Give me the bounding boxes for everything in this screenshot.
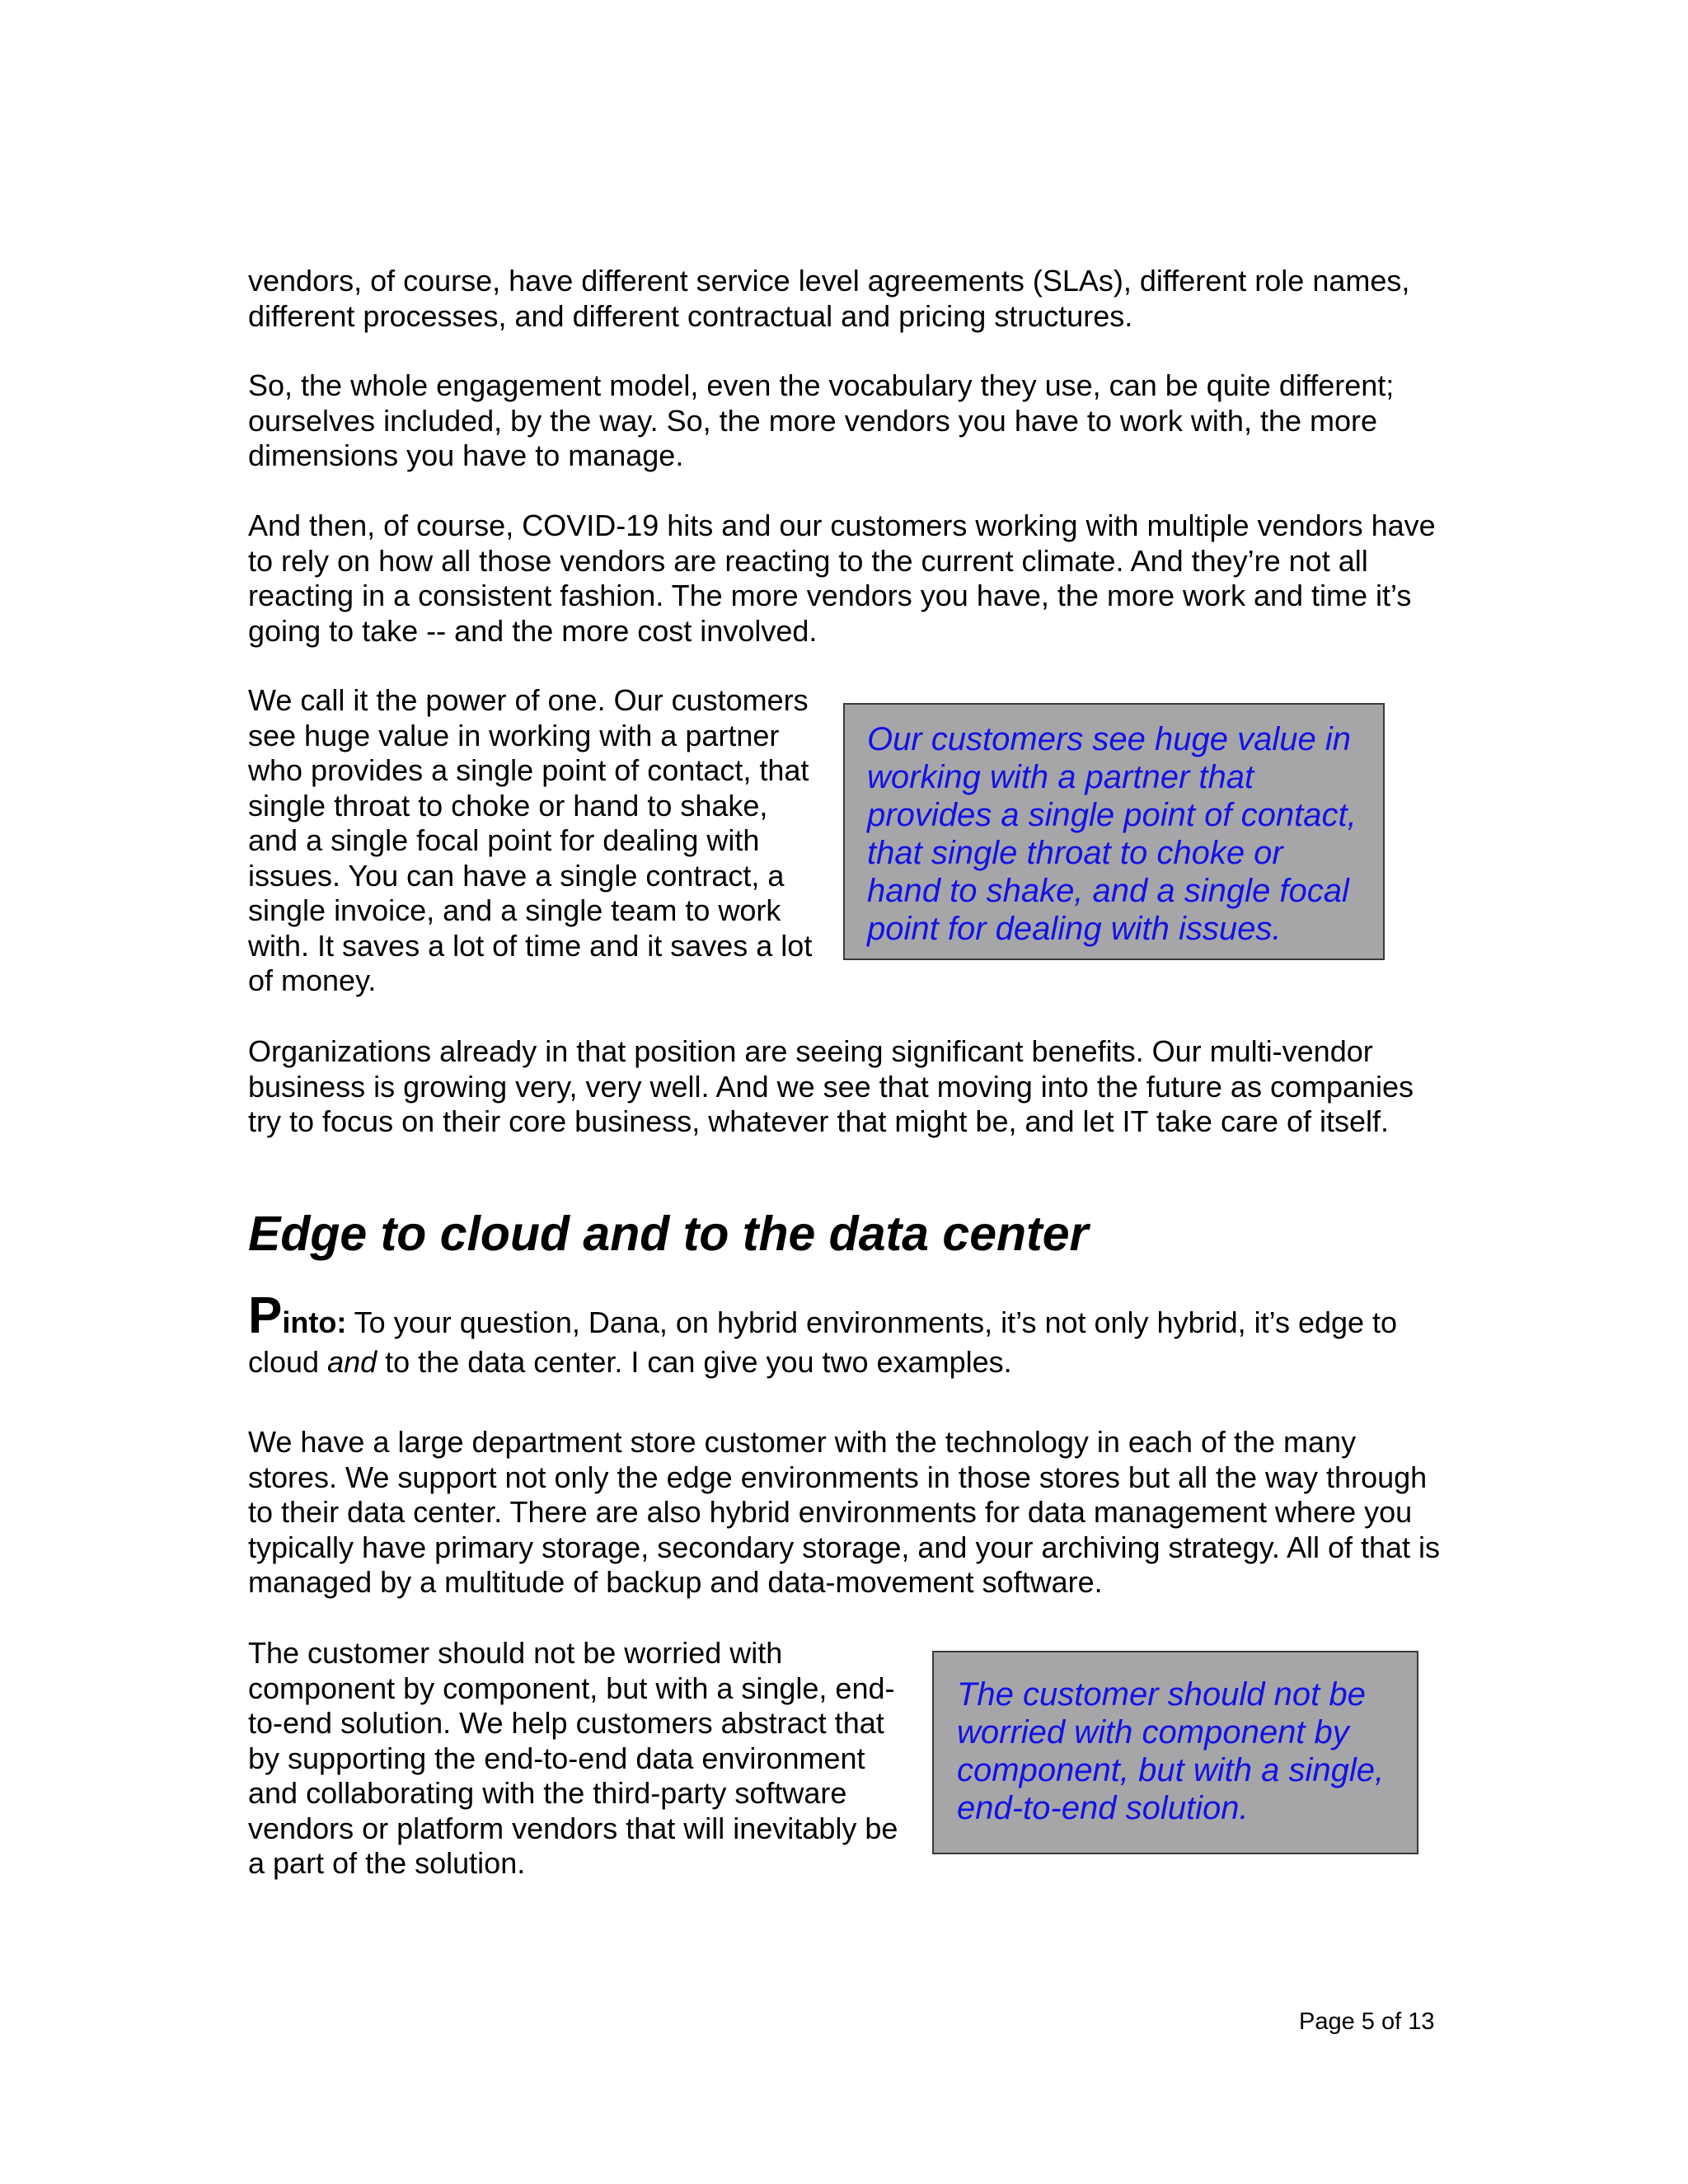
paragraph-covid: And then, of course, COVID-19 hits and our customers working with multiple vendors have to rely on how all those vendors are reacting to the current climate. And they’re not all reacting in a consistent fashion. The more vendors you have, the more work and time it’s going to take -- and the more cost involved.	[248, 509, 1436, 648]
speaker-text-1: To your question, Dana, on hybrid environments, it’s not only hybrid, it’s edge to cloud	[248, 1305, 1398, 1379]
section-heading: Edge to cloud and to the data center	[248, 1207, 1089, 1261]
pull-quote-end-to-end: The customer should not be worried with component by component, but with a single, end-to-end solution.	[932, 1651, 1418, 1854]
drop-cap: P	[248, 1287, 283, 1344]
paragraph-department-store: We have a large department store customer with the technology in each of the many stores. We support not only the edge environments in those stores but all the way through to their data center. There are also hybrid environments for data management where you typically have primary storage, secondary storage, and your archiving strategy. All of that is managed by a multitude of backup and data-movement software.	[248, 1425, 1441, 1599]
speaker-text-2: to the data center. I can give you two examples.	[377, 1345, 1012, 1379]
page-number: Page 5 of 13	[1299, 2008, 1435, 2035]
pull-quote-single-point: Our customers see huge value in working with a partner that provides a single point of contact, that single throat to choke or hand to shake, and a single focal point for dealing with issues.	[843, 703, 1385, 960]
paragraph-end-to-end: The customer should not be worried with component by component, but with a single, end-to-end solution. We help customers abstract that by supporting the end-to-end data environment and collaborating with the third-party software vendors or platform vendors that will inevitably be a part of the solution.	[248, 1636, 898, 1880]
speaker-emphasis: and	[327, 1345, 377, 1379]
paragraph-vendors: vendors, of course, have different service level agreements (SLAs), different role names, different processes, and different contractual and pricing structures.	[248, 264, 1410, 333]
speaker-name: into:	[282, 1305, 347, 1339]
paragraph-organizations: Organizations already in that position are seeing significant benefits. Our multi-vendor business is growing very, very well. And we see that moving into the future as companies try to focus on their core business, whatever that might be, and let IT take care of itself.	[248, 1034, 1414, 1138]
speaker-paragraph	[248, 1287, 1443, 1382]
paragraph-power-of-one: We call it the power of one. Our customers see huge value in working with a partner who provides a single point of contact, that single throat to choke or hand to shake, and a single focal point for dealing with issues. You can have a single contract, a single invoice, and a single team to work with. It saves a lot of time and it saves a lot of money.	[248, 683, 813, 997]
paragraph-engagement-model: So, the whole engagement model, even the vocabulary they use, can be quite different; ourselves included, by the way. So, the more vendors you have to work with, the more dimensions you have to manage.	[248, 368, 1395, 472]
